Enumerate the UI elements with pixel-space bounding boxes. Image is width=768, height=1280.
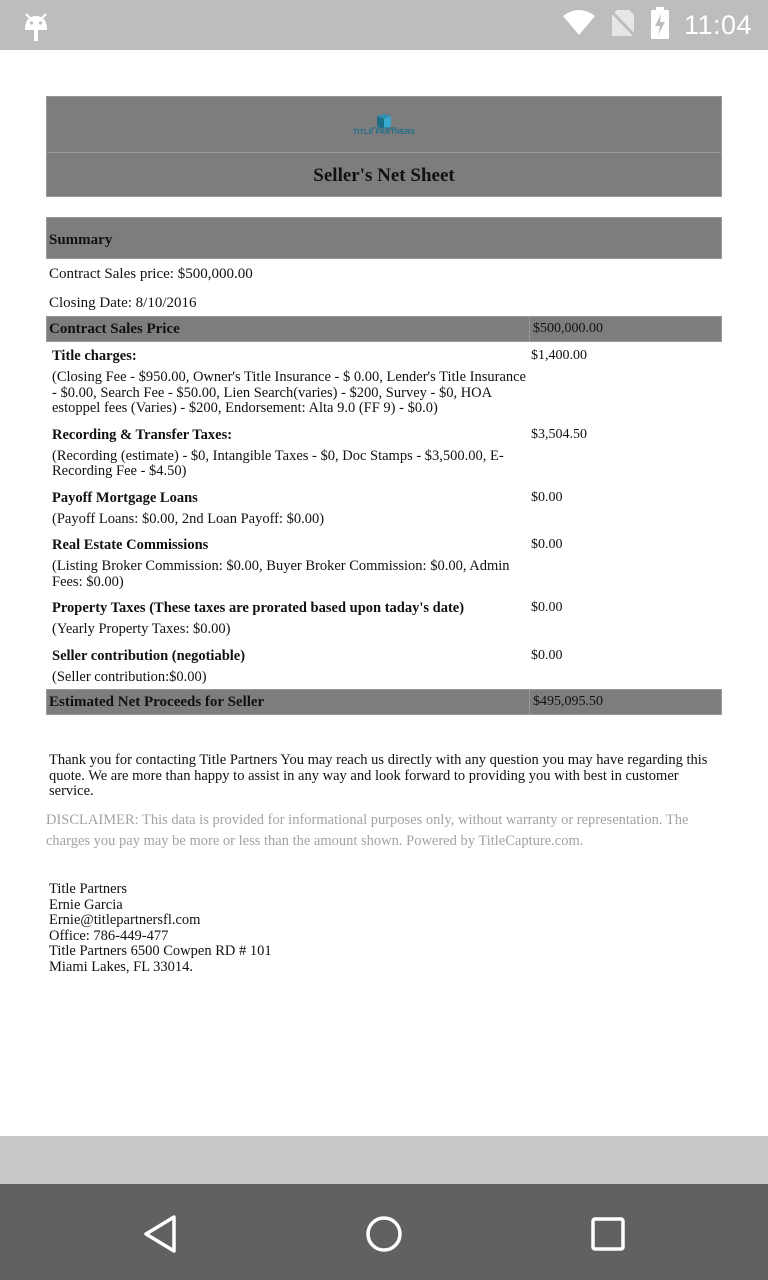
logo-row — [47, 97, 721, 153]
item-detail: (Seller contribution:$0.00) — [52, 668, 207, 685]
table-row — [46, 531, 722, 594]
page-title: Seller's Net Sheet — [313, 164, 455, 186]
title-partners-logo — [353, 114, 415, 136]
contact-email: Ernie@titlepartnersfl.com — [49, 912, 201, 928]
item-title: Real Estate Commissions — [52, 537, 209, 553]
contact-address-line2: Miami Lakes, FL 33014. — [49, 958, 194, 975]
net-proceeds-row — [46, 689, 722, 715]
table-row — [46, 421, 722, 484]
item-amount: $0.00 — [531, 600, 563, 615]
contact-company: Title Partners — [49, 881, 128, 897]
item-amount: $0.00 — [531, 489, 563, 505]
net-proceeds-value: $495,095.50 — [533, 694, 603, 709]
no-sim-icon — [610, 8, 636, 43]
item-detail: (Yearly Property Taxes: $0.00) — [52, 621, 231, 637]
net-sheet-document — [0, 50, 768, 1136]
item-title: Title charges: — [52, 348, 137, 364]
item-amount: $1,400.00 — [531, 348, 587, 363]
item-amount: $3,504.50 — [531, 426, 587, 442]
table-row — [46, 642, 722, 690]
contract-price-value: $500,000.00 — [533, 321, 603, 336]
table-row — [46, 594, 722, 642]
status-clock: 11:04 — [683, 9, 752, 40]
battery-charging-icon — [650, 7, 670, 44]
item-detail: (Recording (estimate) - $0, Intangible Taxes - $0, Doc Stamps - $3,500.00, E-Recording Fee - $4.50) — [52, 447, 504, 479]
item-title: Recording & Transfer Taxes: — [52, 426, 233, 443]
back-icon[interactable] — [140, 1214, 180, 1254]
item-detail: (Closing Fee - $950.00, Owner's Title Insurance - $ 0.00, Lender's Title Insurance - $0.00, Search Fee - $50.00, Lien Search(varies) - $200, Survey - $0, HOA estoppel fees (Varies) - $200, Endorsement: Alta 9.0 (FF 9) - $0.0) — [52, 369, 526, 416]
charges-table — [46, 316, 722, 715]
table-row — [46, 342, 722, 421]
sheet-header — [46, 96, 722, 197]
table-row — [46, 484, 722, 532]
logo-text: TITLE PARTNERS — [352, 128, 416, 136]
recents-icon[interactable] — [588, 1214, 628, 1254]
wifi-icon — [562, 10, 596, 41]
item-title: Seller contribution (negotiable) — [52, 647, 246, 664]
summary-heading: Summary — [46, 217, 722, 259]
home-icon[interactable] — [364, 1214, 404, 1254]
contact-address-line1: Title Partners 6500 Cowpen RD # 101 — [49, 943, 272, 959]
contact-office: Office: 786-449-477 — [49, 927, 169, 944]
item-amount: $0.00 — [531, 647, 563, 663]
contact-name: Ernie Garcia — [49, 896, 123, 913]
android-icon — [22, 8, 50, 47]
bottom-strip — [0, 1136, 768, 1184]
contact-block — [49, 882, 272, 975]
item-amount: $0.00 — [531, 537, 563, 552]
contract-price-label: Contract Sales Price — [47, 317, 530, 341]
net-proceeds-label: Estimated Net Proceeds for Seller — [47, 690, 530, 714]
contract-price-line: Contract Sales price: $500,000.00 — [49, 266, 253, 282]
item-title: Property Taxes (These taxes are prorated based upon taday's date) — [52, 600, 465, 616]
contract-price-row — [46, 316, 722, 342]
item-detail: (Listing Broker Commission: $0.00, Buyer Broker Commission: $0.00, Admin Fees: $0.00) — [52, 558, 510, 590]
item-detail: (Payoff Loans: $0.00, 2nd Loan Payoff: $0.00) — [52, 510, 325, 527]
thank-you-message: Thank you for contacting Title Partners You may reach us directly with any question you may have regarding this quote. We are more than happy to assist in any way and look forward to providing you with best in customer service. — [49, 752, 708, 799]
item-title: Payoff Mortgage Loans — [52, 489, 198, 506]
disclaimer: DISCLAIMER: This data is provided for informational purposes only, without warranty or representation. The charges you pay may be more or less than the amount shown. Powered by TitleCapture.com. — [46, 812, 689, 849]
closing-date-line: Closing Date: 8/10/2016 — [49, 295, 197, 311]
navigation-bar — [0, 1184, 768, 1280]
status-bar — [0, 0, 768, 50]
